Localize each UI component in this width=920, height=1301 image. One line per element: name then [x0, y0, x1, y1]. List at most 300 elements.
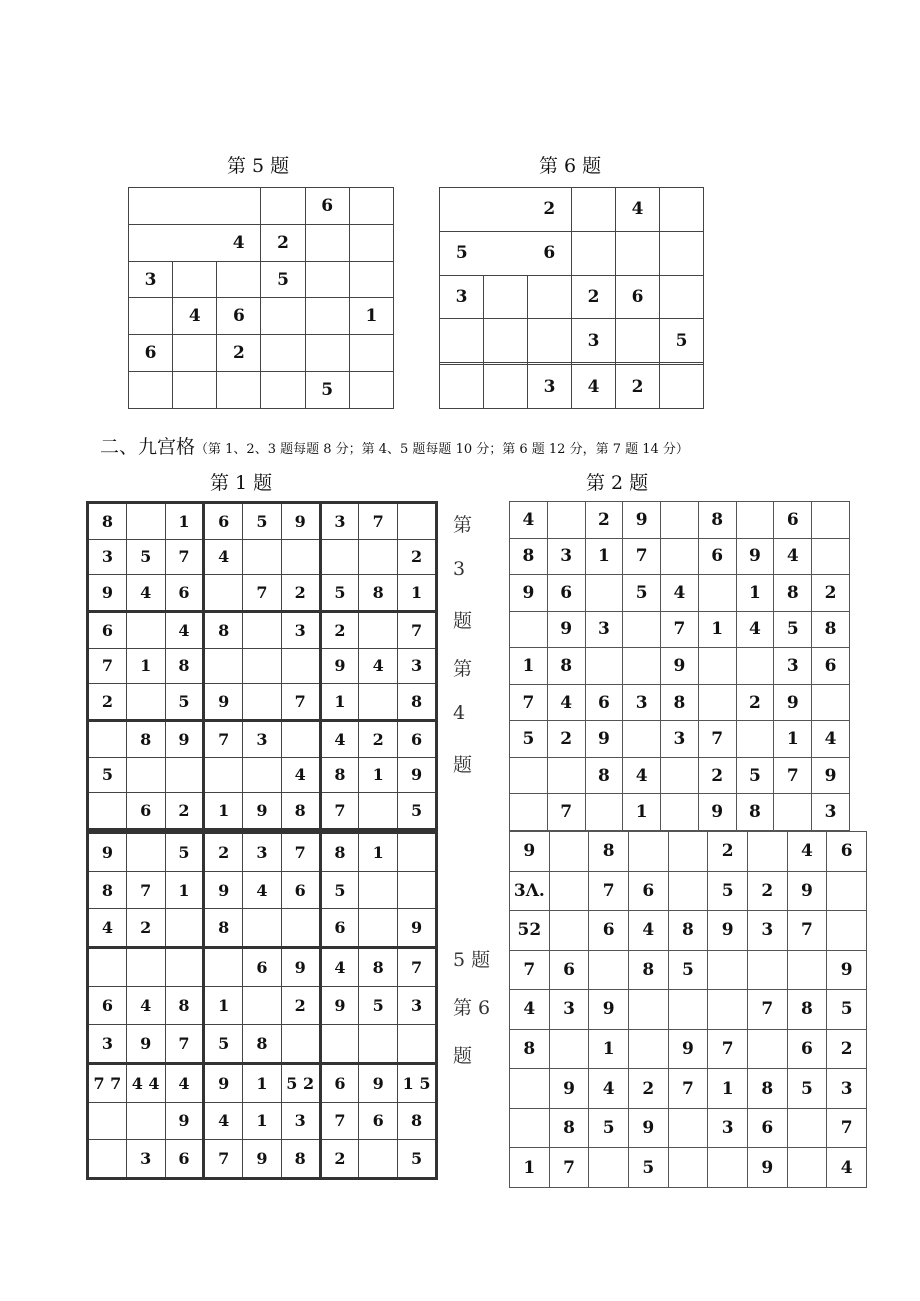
grid-cell: 8 [510, 1029, 550, 1069]
grid-cell: 2 [165, 793, 204, 830]
section-title: 二、九宫格 [100, 436, 196, 458]
grid-cell: 9 [88, 833, 127, 872]
grid-cell [349, 335, 393, 372]
grid-cell: 5 [589, 1108, 629, 1148]
grid-cell: 7 [510, 950, 550, 990]
grid-cell: 2 [359, 720, 398, 757]
grid-cell: 4 [217, 224, 261, 261]
grid-cell [243, 909, 282, 948]
grid-row [440, 231, 704, 275]
grid-cell: 5 [787, 1069, 827, 1109]
grid-cell: 5 [708, 871, 748, 911]
grid-cell [261, 298, 305, 335]
grid-cell [812, 502, 850, 539]
grid-cell: 1 [623, 794, 661, 831]
grid-row [510, 502, 850, 539]
grid-cell [585, 648, 623, 685]
grid-cell [349, 372, 393, 409]
grid-cell: 7 [281, 833, 320, 872]
grid-row [510, 721, 850, 758]
grid-cell [165, 909, 204, 948]
grid-cell [484, 319, 528, 363]
grid-cell: 4 [589, 1069, 629, 1109]
grid-cell: 1 [510, 1148, 550, 1188]
grid-cell: 5 [305, 372, 349, 409]
grid-cell: 9 [243, 1139, 282, 1178]
grid-cell [698, 575, 736, 612]
grid-cell: 3 [661, 721, 699, 758]
grid-cell: 6 [126, 793, 165, 830]
grid-cell: 52 [510, 911, 550, 951]
grid-cell [88, 720, 127, 757]
grid-cell [165, 757, 204, 792]
grid-cell: 2 [217, 335, 261, 372]
grid-cell [661, 757, 699, 794]
grid-cell [281, 1024, 320, 1063]
grid-cell [585, 575, 623, 612]
grid-cell: 2 [204, 833, 243, 872]
grid-cell [628, 832, 668, 872]
grid-cell [787, 1148, 827, 1188]
grid-cell [708, 990, 748, 1030]
grid-cell [217, 188, 261, 225]
grid-cell: 2 [126, 909, 165, 948]
grid-cell: 9 [668, 1029, 708, 1069]
grid-cell: 8 [359, 575, 398, 612]
grid-row [510, 871, 867, 911]
grid-cell: 1 [204, 793, 243, 830]
grid-cell: 2 [261, 224, 305, 261]
grid-row [510, 1029, 867, 1069]
grid-cell: 3Λ. [510, 871, 550, 911]
grid-cell: 2 [547, 721, 585, 758]
grid-cell: 4 [204, 1102, 243, 1139]
grid-cell: 8 [243, 1024, 282, 1063]
grid-cell: 8 [787, 990, 827, 1030]
grid-cell [698, 648, 736, 685]
grid-cell: 2 [281, 987, 320, 1024]
grid-cell: 6 [547, 575, 585, 612]
grid-cell: 8 [549, 1108, 589, 1148]
grid-cell: 7 [787, 911, 827, 951]
grid-cell: 9 [165, 1102, 204, 1139]
grid-cell: 2 [281, 575, 320, 612]
grid-cell: 7 [708, 1029, 748, 1069]
grid-cell [305, 298, 349, 335]
grid-cell: 5 [440, 231, 484, 275]
grid-cell: 1 [510, 648, 548, 685]
grid-cell [547, 502, 585, 539]
grid-cell: 5 [628, 1148, 668, 1188]
grid-cell: 5 [827, 990, 867, 1030]
grid-cell [747, 1029, 787, 1069]
grid-cell [528, 319, 572, 363]
grid-cell: 3 [774, 648, 812, 685]
grid-cell: 9 [623, 502, 661, 539]
grid-cell: 3 [812, 794, 850, 831]
sudoku-grid-6 [439, 187, 704, 409]
grid-cell: 2 [736, 684, 774, 721]
grid-cell [126, 1102, 165, 1139]
grid-cell [827, 871, 867, 911]
grid-cell: 1 [165, 872, 204, 909]
grid-cell: 4 [88, 909, 127, 948]
grid-cell [547, 757, 585, 794]
grid-cell: 3 [827, 1069, 867, 1109]
grid-cell [349, 261, 393, 298]
grid-cell [398, 503, 437, 540]
grid-cell: 6 [747, 1108, 787, 1148]
grid-row [88, 793, 437, 830]
grid-cell: 6 [812, 648, 850, 685]
grid-row [88, 833, 437, 872]
grid-cell: 4 [126, 987, 165, 1024]
grid-cell [204, 948, 243, 987]
grid-cell: 3 [88, 539, 127, 574]
grid-cell [359, 872, 398, 909]
grid-cell: 4 [510, 502, 548, 539]
grid-cell: 6 [204, 503, 243, 540]
grid-cell: 7 [320, 1102, 359, 1139]
question-2-title: 第 2 题 [586, 472, 649, 494]
grid-cell: 5 [165, 833, 204, 872]
grid-cell [549, 832, 589, 872]
grid-cell: 9 [708, 911, 748, 951]
grid-cell: 9 [547, 611, 585, 648]
side-labels-b [453, 945, 503, 1089]
grid-cell: 9 [243, 793, 282, 830]
grid-cell: 2 [572, 275, 616, 319]
grid-cell [173, 224, 217, 261]
grid-cell [812, 684, 850, 721]
grid-cell [440, 319, 484, 363]
grid-cell [88, 1102, 127, 1139]
grid-row [88, 1063, 437, 1102]
grid-cell: 1 [359, 757, 398, 792]
grid-cell [787, 1108, 827, 1148]
grid-cell: 9 [812, 757, 850, 794]
grid-cell [660, 231, 704, 275]
grid-row [440, 188, 704, 232]
grid-row [88, 872, 437, 909]
grid-cell [549, 1029, 589, 1069]
grid-cell [305, 335, 349, 372]
grid-cell: 5 [204, 1024, 243, 1063]
grid-cell: 9 [88, 575, 127, 612]
grid-cell [88, 1139, 127, 1178]
grid-cell: 9 [698, 794, 736, 831]
grid-cell [747, 950, 787, 990]
grid-cell [217, 372, 261, 409]
grid-cell: 2 [628, 1069, 668, 1109]
grid-cell: 1 [126, 648, 165, 683]
grid-cell: 1 [774, 721, 812, 758]
side-label: 第 [453, 658, 473, 680]
sudoku-grid-question-2 [509, 501, 850, 831]
side-label: 第 6 [453, 997, 491, 1019]
grid-cell: 8 [747, 1069, 787, 1109]
grid-cell: 9 [204, 872, 243, 909]
grid-cell: 5 [398, 1139, 437, 1178]
grid-row [129, 298, 394, 335]
grid-cell: 8 [281, 1139, 320, 1178]
grid-cell: 2 [320, 1139, 359, 1178]
grid-cell [126, 757, 165, 792]
grid-cell: 8 [398, 684, 437, 721]
grid-cell [440, 365, 484, 409]
grid-cell: 5 2 [281, 1063, 320, 1102]
grid-cell: 8 [320, 833, 359, 872]
grid-cell: 7 [510, 684, 548, 721]
grid-cell [349, 188, 393, 225]
side-labels-a [453, 510, 483, 798]
grid-cell: 8 [88, 872, 127, 909]
grid-cell: 7 [547, 794, 585, 831]
grid-row [88, 909, 437, 948]
grid-cell: 4 [126, 575, 165, 612]
grid-cell [708, 950, 748, 990]
grid-cell [668, 990, 708, 1030]
grid-cell: 9 [787, 871, 827, 911]
grid-cell: 9 [585, 721, 623, 758]
grid-cell: 4 [204, 539, 243, 574]
grid-cell: 6 [359, 1102, 398, 1139]
grid-cell: 5 [243, 503, 282, 540]
grid-cell: 2 [812, 575, 850, 612]
grid-row [129, 372, 394, 409]
grid-cell [359, 684, 398, 721]
grid-cell: 3 [585, 611, 623, 648]
grid-cell: 1 [736, 575, 774, 612]
grid-cell [510, 794, 548, 831]
grid-cell [261, 372, 305, 409]
grid-cell: 5 [320, 575, 359, 612]
grid-cell: 8 [165, 987, 204, 1024]
grid-cell [359, 539, 398, 574]
grid-cell: 3 [320, 503, 359, 540]
grid-cell: 4 [661, 575, 699, 612]
grid-cell: 8 [165, 648, 204, 683]
grid-cell: 7 [359, 503, 398, 540]
grid-cell: 1 [585, 538, 623, 575]
grid-cell: 1 [243, 1063, 282, 1102]
grid-cell: 5 [774, 611, 812, 648]
grid-row [510, 648, 850, 685]
grid-cell: 9 [510, 832, 550, 872]
grid-cell [827, 911, 867, 951]
grid-cell [698, 684, 736, 721]
grid-cell: 5 [736, 757, 774, 794]
grid-cell [774, 794, 812, 831]
grid-cell: 4 [774, 538, 812, 575]
grid-cell [129, 188, 173, 225]
grid-cell [88, 948, 127, 987]
grid-cell: 3 [398, 648, 437, 683]
grid-row [129, 188, 394, 225]
grid-cell: 5 [660, 319, 704, 363]
grid-cell: 6 [549, 950, 589, 990]
grid-cell: 4 [787, 832, 827, 872]
grid-cell [281, 909, 320, 948]
grid-row [88, 503, 437, 540]
grid-row [510, 611, 850, 648]
grid-cell [484, 365, 528, 409]
grid-cell: 1 [165, 503, 204, 540]
grid-cell [510, 611, 548, 648]
grid-cell [173, 261, 217, 298]
grid-row [88, 1139, 437, 1178]
grid-cell: 7 [243, 575, 282, 612]
grid-cell: 5 [126, 539, 165, 574]
grid-cell: 4 [243, 872, 282, 909]
grid-row [88, 684, 437, 721]
grid-cell [320, 539, 359, 574]
grid-cell [623, 611, 661, 648]
grid-cell: 2 [698, 757, 736, 794]
grid-cell [126, 611, 165, 648]
question-1-title: 第 1 题 [210, 472, 273, 494]
grid-row [510, 911, 867, 951]
grid-cell [173, 372, 217, 409]
grid-row [88, 948, 437, 987]
grid-cell [623, 648, 661, 685]
grid-cell: 3 [243, 833, 282, 872]
grid-cell: 4 [812, 721, 850, 758]
grid-cell: 6 [320, 909, 359, 948]
grid-row [510, 575, 850, 612]
grid-cell: 8 [126, 720, 165, 757]
grid-cell: 4 [628, 911, 668, 951]
grid-cell: 9 [628, 1108, 668, 1148]
grid-cell: 3 [572, 319, 616, 363]
grid-cell [243, 539, 282, 574]
grid-row [510, 794, 850, 831]
grid-row [129, 261, 394, 298]
section-heading [100, 432, 689, 459]
side-label: 5 题 [453, 949, 491, 971]
grid-cell: 9 [736, 538, 774, 575]
grid-cell: 5 [359, 987, 398, 1024]
grid-cell: 8 [736, 794, 774, 831]
grid-cell [572, 231, 616, 275]
grid-row [510, 1148, 867, 1188]
grid-cell [484, 275, 528, 319]
grid-cell: 8 [812, 611, 850, 648]
grid-cell: 1 [589, 1029, 629, 1069]
grid-cell: 4 [281, 757, 320, 792]
side-label: 4 [453, 702, 466, 724]
grid-cell: 3 [747, 911, 787, 951]
grid-cell [359, 793, 398, 830]
grid-cell [589, 950, 629, 990]
grid-row [129, 224, 394, 261]
grid-cell: 1 [349, 298, 393, 335]
grid-cell: 1 [708, 1069, 748, 1109]
grid-row [88, 757, 437, 792]
grid-cell [281, 720, 320, 757]
grid-cell: 4 [165, 611, 204, 648]
grid-cell [660, 275, 704, 319]
grid-cell [616, 231, 660, 275]
grid-cell [510, 1108, 550, 1148]
grid-cell [359, 1024, 398, 1063]
grid-cell: 3 [129, 261, 173, 298]
grid-cell: 7 [165, 539, 204, 574]
grid-cell: 5 [320, 872, 359, 909]
grid-cell [165, 948, 204, 987]
grid-cell: 1 [359, 833, 398, 872]
grid-cell: 9 [281, 503, 320, 540]
grid-cell: 8 [88, 503, 127, 540]
grid-cell [398, 872, 437, 909]
grid-cell [787, 950, 827, 990]
grid-cell: 2 [708, 832, 748, 872]
grid-row [440, 275, 704, 319]
grid-cell [261, 188, 305, 225]
grid-cell [305, 261, 349, 298]
grid-row [440, 319, 704, 363]
side-label: 第 [453, 514, 473, 536]
section-score-note: （第 1、2、3 题每题 8 分；第 4、5 题每题 10 分；第 6 题 12 分，第 7 题 14 分） [195, 442, 689, 457]
grid-cell [736, 648, 774, 685]
grid-cell: 3 [708, 1108, 748, 1148]
grid-cell [510, 757, 548, 794]
grid-cell: 4 [547, 684, 585, 721]
grid-cell [126, 684, 165, 721]
grid-cell: 8 [589, 832, 629, 872]
grid-cell: 3 [623, 684, 661, 721]
grid-cell [549, 911, 589, 951]
grid-cell [398, 833, 437, 872]
grid-cell [243, 684, 282, 721]
grid-cell: 4 [623, 757, 661, 794]
grid-row [88, 1102, 437, 1139]
grid-cell: 8 [281, 793, 320, 830]
grid-cell: 6 [243, 948, 282, 987]
grid-cell: 6 [585, 684, 623, 721]
grid-cell [320, 1024, 359, 1063]
side-label: 3 [453, 558, 466, 580]
grid-cell: 6 [88, 987, 127, 1024]
grid-row [510, 1108, 867, 1148]
grid-cell: 6 [305, 188, 349, 225]
grid-cell: 8 [668, 911, 708, 951]
grid-cell [736, 502, 774, 539]
grid-cell: 8 [510, 538, 548, 575]
grid-cell [484, 231, 528, 275]
puzzle-5-title: 第 5 题 [227, 155, 290, 177]
grid-cell: 9 [589, 990, 629, 1030]
grid-row [510, 950, 867, 990]
grid-cell: 6 [589, 911, 629, 951]
grid-cell: 4 [165, 1063, 204, 1102]
grid-cell [660, 188, 704, 232]
grid-cell: 7 [668, 1069, 708, 1109]
grid-cell: 7 [698, 721, 736, 758]
grid-cell: 9 [126, 1024, 165, 1063]
grid-cell [173, 335, 217, 372]
grid-cell: 7 [281, 684, 320, 721]
grid-row [88, 720, 437, 757]
grid-cell [398, 1024, 437, 1063]
grid-cell: 8 [661, 684, 699, 721]
grid-cell [660, 365, 704, 409]
grid-cell: 6 [827, 832, 867, 872]
grid-cell [359, 611, 398, 648]
grid-cell: 2 [398, 539, 437, 574]
grid-cell: 8 [320, 757, 359, 792]
grid-cell: 6 [281, 872, 320, 909]
